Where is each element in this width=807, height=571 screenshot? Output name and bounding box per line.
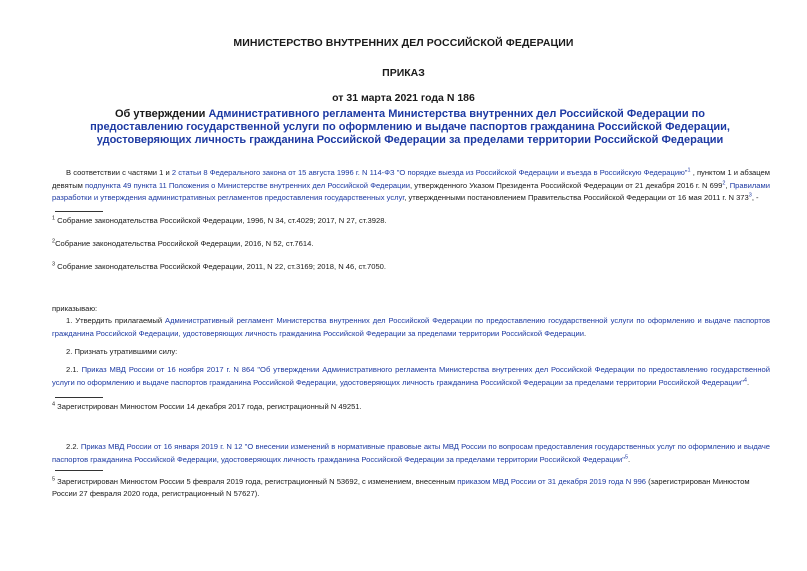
document-title — [70, 108, 750, 147]
item-1-end: . — [583, 328, 587, 338]
item-2-1-number: 2.1. — [66, 365, 82, 374]
footnote-1-text: Собрание законодательства Российской Федерации, 1996, N 34, ст.4029; 2017, N 27, ст.3928. — [55, 216, 387, 225]
order-12-link[interactable]: Приказ МВД России от 16 января 2019 г. N 12 "О внесении изменений в нормативные правовые акты МВД России по вопросам предоставления государственных услуг по оформлению и выдаче паспортов гражданина Российской Федерации, удостоверяющих личность гражданина Российской Федерации за пределами территории Российской Федерации" — [52, 442, 770, 464]
footnote-2-text: Собрание законодательства Российской Федерации, 2016, N 52, ст.7614. — [55, 239, 314, 248]
footnote-ref-2[interactable]: 2 — [722, 180, 726, 187]
item-2-2-end: . — [628, 454, 631, 464]
preamble-text-5: , утвержденными постановлением Правительства Российской Федерации от 16 мая 2011 г. N 373 — [404, 193, 749, 203]
order-996-link[interactable]: приказом МВД России от 31 декабря 2019 года N 996 — [457, 477, 647, 486]
approved-regulation-link[interactable]: Административный регламент Министерства внутренних дел Российской Федерации по предоставлению государственной услуги по оформлению и выдаче паспортов гражданина Российской Федерации, удостоверяющих личность гражданина Российской Федерации за пределами территории Российской Федерации — [52, 316, 770, 338]
preamble-text-3: , утвержденного Указом Президента Российской Федерации от 21 декабря 2016 г. N 699 — [409, 180, 723, 190]
footnote-divider-2 — [55, 397, 103, 398]
footnote-ref-3[interactable]: 3 — [748, 192, 752, 199]
footnote-3-number: 3 — [52, 261, 56, 268]
rules-link[interactable]: Правилами разработки и утверждения административных регламентов предоставления государственных услуг — [52, 180, 770, 203]
item-1-text: 1. Утвердить прилагаемый — [66, 316, 166, 325]
footnote-5-end: (зарегистрирован Минюстом России 27 февраля 2020 года, регистрационный N 57627). — [52, 477, 750, 498]
footnote-2 — [52, 238, 313, 250]
footnote-divider-3 — [55, 470, 103, 471]
date-number-heading: от 31 марта 2021 года N 186 — [332, 92, 475, 104]
preamble-text-6: , - — [751, 193, 759, 203]
footnote-1 — [52, 215, 387, 227]
item-2-1 — [52, 364, 770, 389]
footnote-ref-1[interactable]: 1 — [687, 167, 691, 174]
title-prefix: Об утверждении — [114, 108, 209, 120]
mvd-regulation-link[interactable]: подпункта 49 пункта 11 Положения о Министерстве внутренних дел Российской Федерации — [85, 180, 410, 190]
law-114-link[interactable]: 2 статьи 8 Федерального закона от 15 августа 1996 г. N 114-ФЗ "О порядке выезда из Российской Федерации и въезда в Российскую Федерацию" — [171, 168, 688, 177]
item-2: 2. Признать утратившими силу: — [66, 347, 178, 356]
orders-word: приказываю: — [52, 304, 98, 313]
footnote-4 — [52, 401, 362, 413]
preamble-text-4: , — [725, 180, 730, 190]
footnote-ref-4[interactable]: 4 — [743, 377, 747, 384]
footnote-divider — [55, 211, 103, 212]
footnote-5-text: Зарегистрирован Минюстом России 5 февраля 2019 года, регистрационный N 53692, с изменением, внесенным — [55, 477, 458, 486]
footnote-3 — [52, 261, 386, 273]
item-2-1-end: . — [746, 377, 750, 387]
preamble-paragraph — [52, 167, 770, 205]
item-2-2-number: 2.2. — [66, 442, 81, 451]
footnote-1-number: 1 — [52, 215, 56, 222]
footnote-ref-5[interactable]: 5 — [624, 454, 629, 461]
title-regulation-link[interactable]: Административного регламента Министерства внутренних дел Российской Федерации по предоставлению государственной услуги по оформлению и выдаче паспортов гражданина Российской Федерации, удостоверяющих личность гражданина Российской Федерации за пределами территории Российской Федерации — [90, 108, 730, 146]
footnote-5-number: 5 — [52, 476, 56, 483]
order-864-link[interactable]: Приказ МВД России от 16 ноября 2017 г. N 864 "Об утверждении Административного регламента Министерства внутренних дел Российской Федерации по предоставлению государственной услуги по оформлению и выдаче паспортов гражданина Российской Федерации, удостоверяющих личность гражданина Российской Федерации за пределами территории Российской Федерации" — [52, 365, 770, 387]
item-2-2 — [52, 441, 770, 466]
footnote-4-number: 4 — [52, 401, 56, 408]
ministry-heading: МИНИСТЕРСТВО ВНУТРЕННИХ ДЕЛ РОССИЙСКОЙ ФЕДЕРАЦИИ — [233, 37, 574, 49]
preamble-text-1: В соответствии с частями 1 и — [66, 168, 172, 177]
footnote-5 — [52, 476, 770, 500]
doc-type-heading: ПРИКАЗ — [382, 67, 425, 79]
item-1 — [52, 315, 770, 340]
footnote-4-text: Зарегистрирован Минюстом России 14 декабря 2017 года, регистрационный N 49251. — [55, 402, 362, 411]
footnote-3-text: Собрание законодательства Российской Федерации, 2011, N 22, ст.3169; 2018, N 46, ст.7050. — [55, 262, 386, 271]
preamble-text-2: , пунктом 1 и абзацем девятым — [52, 168, 770, 190]
footnote-2-number: 2 — [52, 238, 56, 245]
